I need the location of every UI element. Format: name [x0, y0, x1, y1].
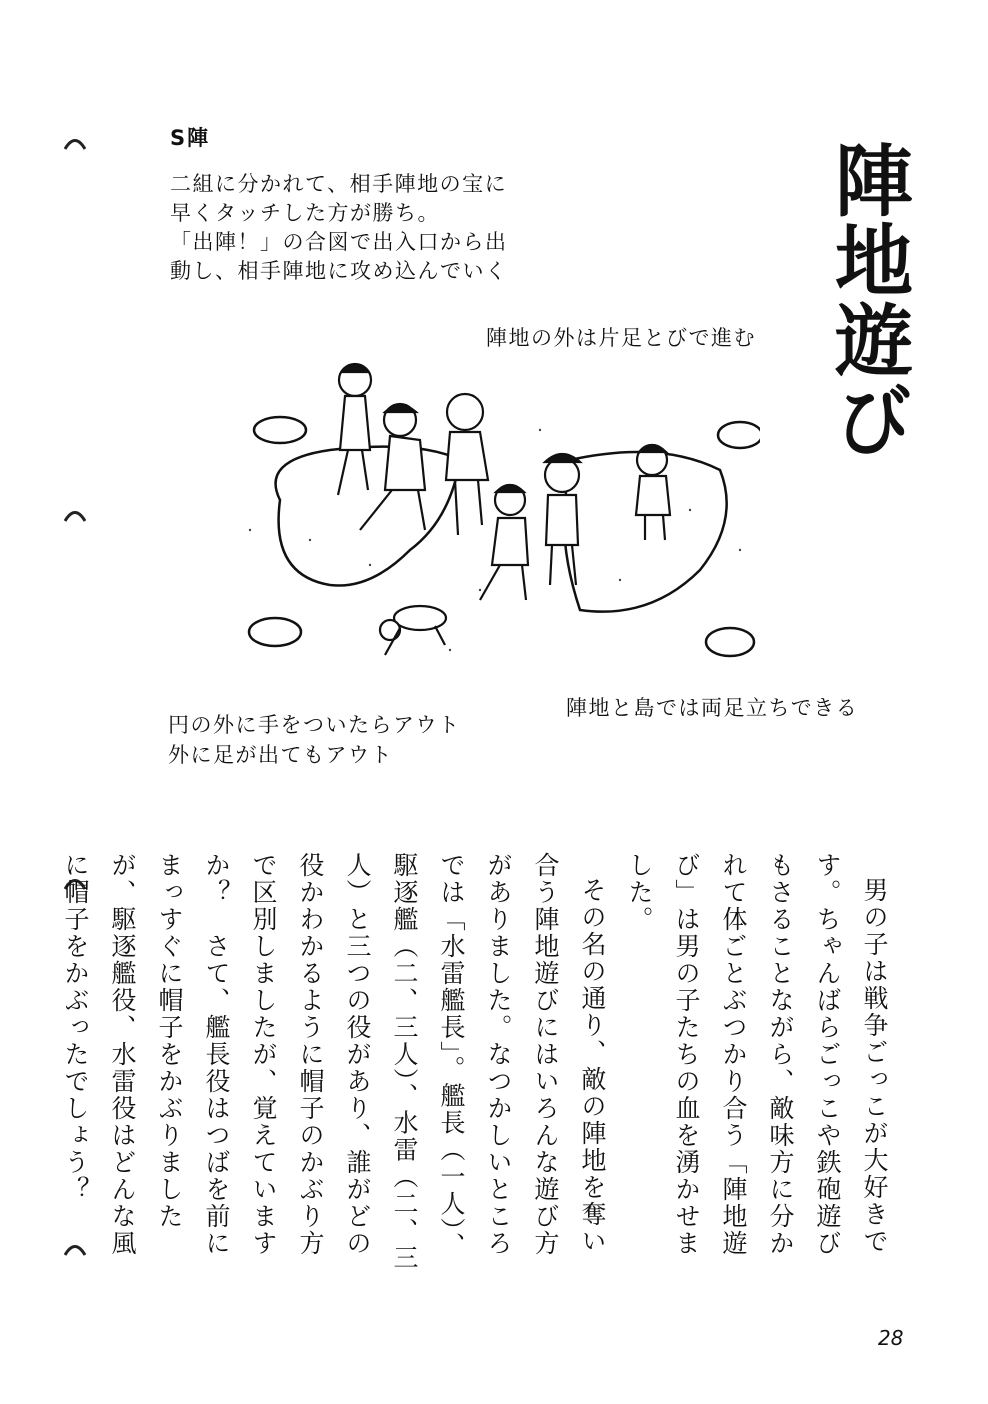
page-number: 28 — [878, 1326, 904, 1350]
caption-right: 陣地と島では両足立ちできる — [566, 696, 859, 720]
intro-line: 「出陣！」の合図で出入口から出 — [170, 230, 508, 254]
children-playing-illustration — [220, 350, 760, 680]
page-title: 陣地遊び — [822, 140, 912, 460]
caption-left-line: 外に足が出てもアウト — [168, 743, 393, 767]
section-label: S陣 — [170, 126, 211, 150]
body-paragraph: 男の子は戦争ごっこが大好きです。ちゃんばらごっこや鉄砲遊びもさることながら、敵味方に分かれて体ごとぶつかり合う「陣地遊び」は男の子たちの血を湧かせました。 — [625, 852, 889, 1257]
caption-left — [168, 710, 461, 770]
binder-hole-icon — [64, 508, 86, 522]
intro-line: 動し、相手陣地に攻め込んでいく — [170, 259, 508, 283]
intro-text — [170, 170, 508, 286]
intro-line: 早くタッチした方が勝ち。 — [170, 201, 440, 225]
body-paragraph: その名の通り、敵の陣地を奪い合う陣地遊びにはいろんな遊び方がありました。なつかしいところでは「水雷艦長」。艦長（一人）、駆逐艦（二、三人）、水雷（二、三人）と三つの役があり、誰がどの役かわかるように帽子のかぶり方で区別しましたが、覚えていますか？ さて、艦長役はつばを前にまっすぐに帽子をかぶりましたが、駆逐艦役、水雷役はどんな風に帽子をかぶったでしょう？ — [61, 852, 607, 1272]
caption-left-line: 円の外に手をついたらアウト — [168, 713, 461, 737]
intro-line: 二組に分かれて、相手陣地の宝に — [170, 172, 508, 196]
body-text — [52, 852, 898, 1272]
binder-hole-icon — [64, 136, 86, 150]
caption-top: 陣地の外は片足とびで進む — [486, 326, 756, 350]
